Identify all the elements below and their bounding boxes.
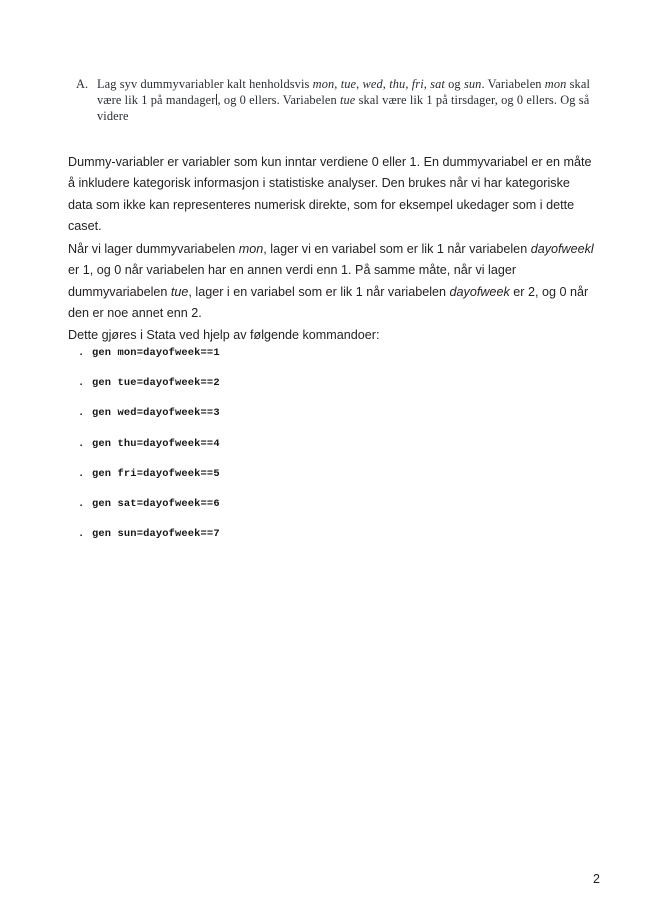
code-command-text: gen wed=dayofweek==3 [92,407,220,420]
question-marker: A. [76,77,89,91]
page-number: 2 [593,872,600,886]
p2-segment-1: Når vi lager dummyvariabelen [68,241,239,256]
code-prompt-dot: . [78,437,85,450]
italic-mon-2: mon [544,77,567,91]
code-prompt-dot: . [78,528,85,541]
question-item-a [76,76,592,125]
code-command-text: gen mon=dayofweek==1 [92,347,220,359]
p2-segment-5: er 2, og 0 når den er noe annet enn 2. [68,284,589,321]
code-line [78,522,498,552]
italic-tue-2: tue [339,93,356,108]
italic-fri: fri [411,77,424,91]
question-line2-b: , og 0 ellers. Variabelen [217,93,340,108]
code-prompt-dot: . [78,347,85,359]
code-line [78,462,498,492]
p2-segment-2: , lager vi en variabel som er lik 1 når variabelen [263,241,531,256]
question-line1-lead: Lag syv dummyvariabler kalt henholdsvis [97,77,313,91]
p2-segment-4: , lager i en variabel som er lik 1 når variabelen [188,284,450,299]
code-command-text: gen tue=dayofweek==2 [92,377,220,390]
code-prompt-dot: . [78,407,85,420]
italic-mon: mon [312,77,335,91]
p2-segment-3: er 1, og 0 når variabelen har en annen verdi enn 1. På samme måte, når vi lager dummyvariabelen [68,263,517,299]
stata-code-listing [78,341,498,552]
italic-thu: thu [389,77,406,91]
code-line [78,341,498,371]
italic-tue: tue [340,77,357,91]
paragraph-dummy-explanation [68,239,596,325]
question-text [97,76,592,125]
code-line [78,492,498,522]
question-block [76,76,592,125]
p2-italic-dayofweekl: dayofweekl [530,241,594,256]
code-prompt-dot: . [78,497,85,510]
code-line [78,432,498,462]
code-line [78,371,498,401]
italic-wed: wed [362,77,383,91]
code-prompt-dot: . [78,467,85,480]
sep-comma-3: , [382,77,390,91]
code-command-text: gen sun=dayofweek==7 [92,528,220,541]
paragraph-dummy-definition: Dummy-variabler er variabler som kun inntar verdiene 0 eller 1. En dummyvariabel er en måte å inkludere kategorisk informasjon i statistiske analyser. Den brukes når vi har kategoriske data som ikke kan representeres numerisk direkte, som for eksempel ukedager som i dette caset. [68,154,592,234]
p2-italic-tue: tue [170,284,189,299]
question-line2-a: skal være lik 1 på mandager [97,77,590,108]
code-prompt-dot: . [78,377,85,390]
code-command-text: gen thu=dayofweek==4 [92,437,220,450]
italic-sat: sat [430,77,445,91]
sep-comma-2: , [356,77,363,91]
p2-italic-mon: mon [238,241,264,256]
question-line2-c: skal være lik 1 på tirsdager, og 0 ellers. Og så videre [97,93,590,124]
code-command-text: gen sat=dayofweek==6 [92,497,220,510]
italic-sun: sun [463,77,482,91]
sep-comma-5: , [423,77,431,91]
p2-italic-dayofweek: dayofweek [449,284,510,299]
question-line1-tail: . Variabelen [481,77,545,91]
code-line [78,401,498,431]
sep-comma-1: , [334,77,341,91]
paragraph-stata-intro: Dette gjøres i Stata ved hjelp av følgende kommandoer: [68,327,380,342]
conjunction-og: og [444,77,464,91]
code-command-text: gen fri=dayofweek==5 [92,467,220,480]
sep-comma-4: , [405,77,412,91]
